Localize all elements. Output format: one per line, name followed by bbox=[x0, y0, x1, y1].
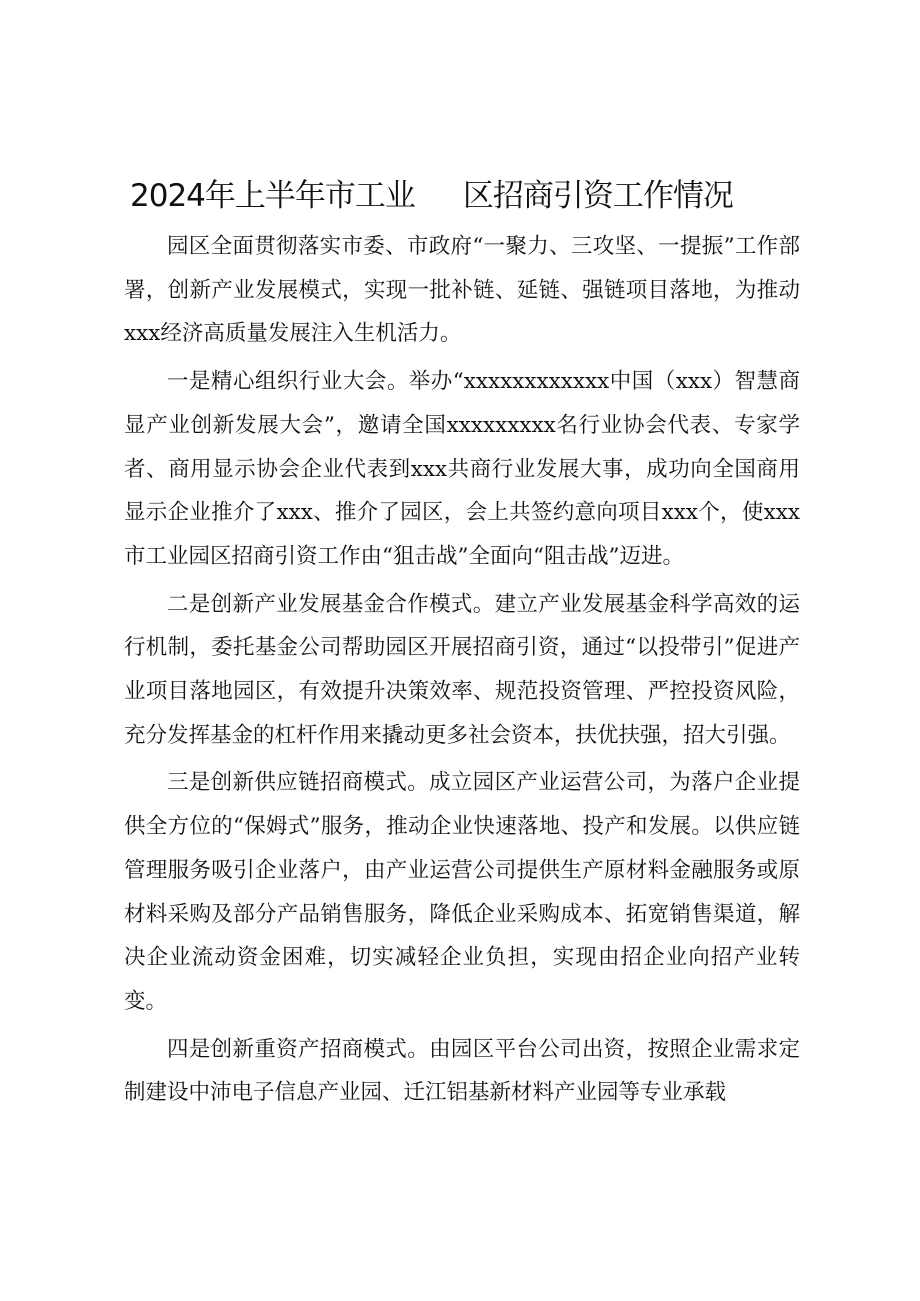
paragraph-development-fund: 二是创新产业发展基金合作模式。建立产业发展基金科学高效的运行机制，委托基金公司帮助园区开展招商引资，通过“以投带引”促进产业项目落地园区，有效提升决策效率、规范投资管理、严控投资风险，充分发挥基金的杠杆作用来撬动更多社会资本，扶优扶强，招大引强。 bbox=[124, 591, 800, 748]
title-part-2: 区招商引资工作情况 bbox=[462, 178, 733, 214]
intro-paragraph: 园区全面贯彻落实市委、市政府“一聚力、三攻坚、一提振”工作部署，创新产业发展模式，实现一批补链、延链、强链项目落地，为推动xxx经济高质量发展注入生机活力。 bbox=[124, 234, 800, 347]
title-part-1: 2024年上半年市工业 bbox=[130, 178, 415, 214]
paragraph-supply-chain: 三是创新供应链招商模式。成立园区产业运营公司，为落户企业提供全方位的“保姆式”服务，推动企业快速落地、投产和发展。以供应链管理服务吸引企业落户，由产业运营公司提供生产原材料金融服务或原材料采购及部分产品销售服务，降低企业采购成本、拓宽销售渠道，解决企业流动资金困难，切实减轻企业负担，实现由招企业向招产业转变。 bbox=[124, 770, 800, 1014]
paragraph-heavy-asset: 四是创新重资产招商模式。由园区平台公司出资，按照企业需求定制建设中沛电子信息产业园、迁江铝基新材料产业园等专业承载 bbox=[124, 1036, 800, 1106]
document-title bbox=[130, 170, 810, 222]
paragraph-industry-conference: 一是精心组织行业大会。举办“xxxxxxxxxxxx中国（xxx）智慧商显产业创新发展大会”，邀请全国xxxxxxxxx名行业协会代表、专家学者、商用显示协会企业代表到xxx共商行业发展大事，成功向全国商用显示企业推介了xxx、推介了园区，会上共签约意向项目xxx个，使xxx市工业园区招商引资工作由“狙击战”全面向“阻击战”迈进。 bbox=[124, 369, 800, 569]
document-body bbox=[124, 225, 800, 1119]
